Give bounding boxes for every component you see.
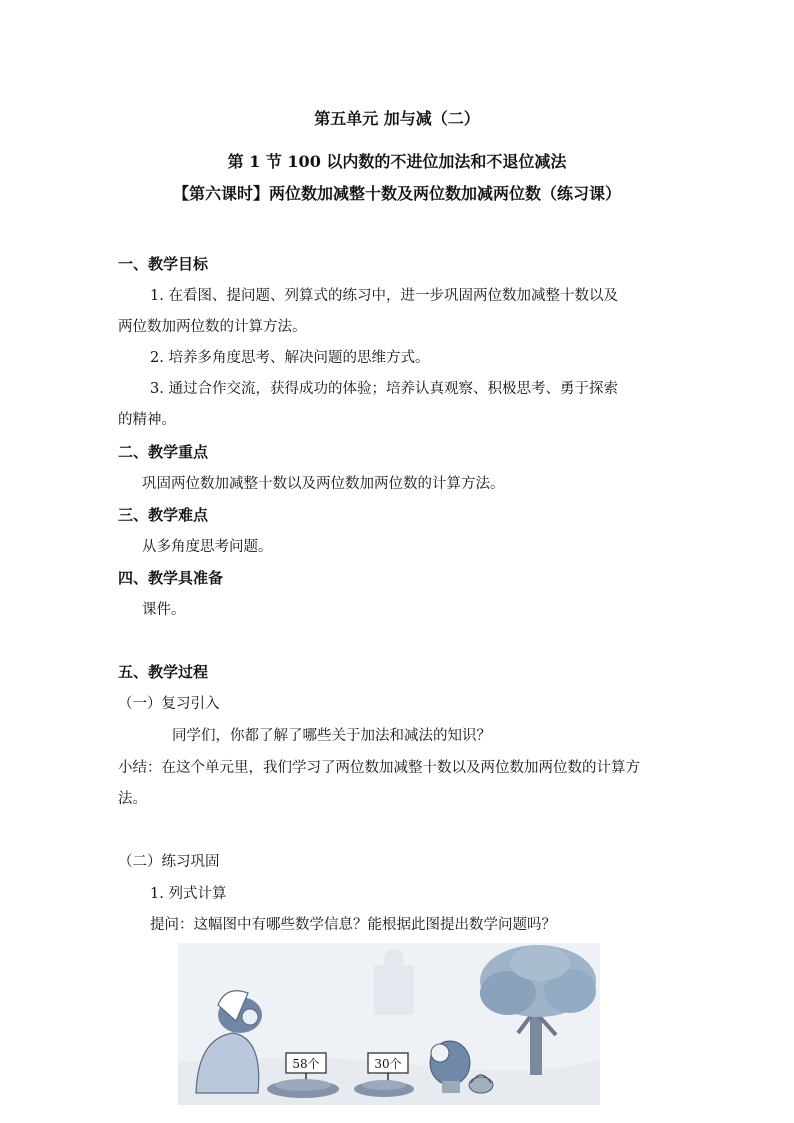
materials-text: 课件。 xyxy=(142,602,186,618)
heading-goals: 一、教学目标 xyxy=(118,255,209,273)
sign-58: 58个 xyxy=(292,1057,320,1071)
heading-process: 五、教学过程 xyxy=(118,663,209,681)
sign-30: 30个 xyxy=(374,1057,402,1071)
summary-a: 小结：在这个单元里，我们学习了两位数加减整十数以及两位数加两位数的计算方 xyxy=(118,760,640,776)
summary-b: 法。 xyxy=(118,791,147,807)
section-title: 第 1 节 100 以内数的不进位加法和不退位减法 xyxy=(227,152,567,171)
practice-item-1: 1. 列式计算 xyxy=(150,886,227,902)
goal-1b: 两位数加两位数的计算方法。 xyxy=(118,319,307,335)
heading-materials: 四、教学具准备 xyxy=(118,569,224,587)
goal-3b: 的精神。 xyxy=(118,412,176,428)
review-question: 同学们，你都了解了哪些关于加法和减法的知识？ xyxy=(172,728,491,744)
subheading-practice: （二）练习巩固 xyxy=(118,854,220,870)
goal-3a: 3. 通过合作交流，获得成功的体验；培养认真观察、积极思考、勇于探索 xyxy=(150,381,618,397)
unit-title: 第五单元 加与减（二） xyxy=(314,109,480,128)
subheading-review: （一）复习引入 xyxy=(118,696,220,712)
key-points-text: 巩固两位数加减整十数以及两位数加两位数的计算方法。 xyxy=(142,476,505,492)
heading-key-points: 二、教学重点 xyxy=(118,443,209,461)
lesson-title: 【第六课时】两位数加减整十数及两位数加减两位数（练习课） xyxy=(172,184,621,203)
goal-2: 2. 培养多角度思考、解决问题的思维方式。 xyxy=(150,350,430,366)
difficulties-text: 从多角度思考问题。 xyxy=(142,539,273,555)
hedgehog-illustration xyxy=(178,943,600,1105)
practice-question: 提问：这幅图中有哪些数学信息？能根据此图提出数学问题吗？ xyxy=(150,917,556,933)
heading-difficulties: 三、教学难点 xyxy=(118,506,209,524)
goal-1a: 1. 在看图、提问题、列算式的练习中，进一步巩固两位数加减整十数以及 xyxy=(150,288,618,304)
